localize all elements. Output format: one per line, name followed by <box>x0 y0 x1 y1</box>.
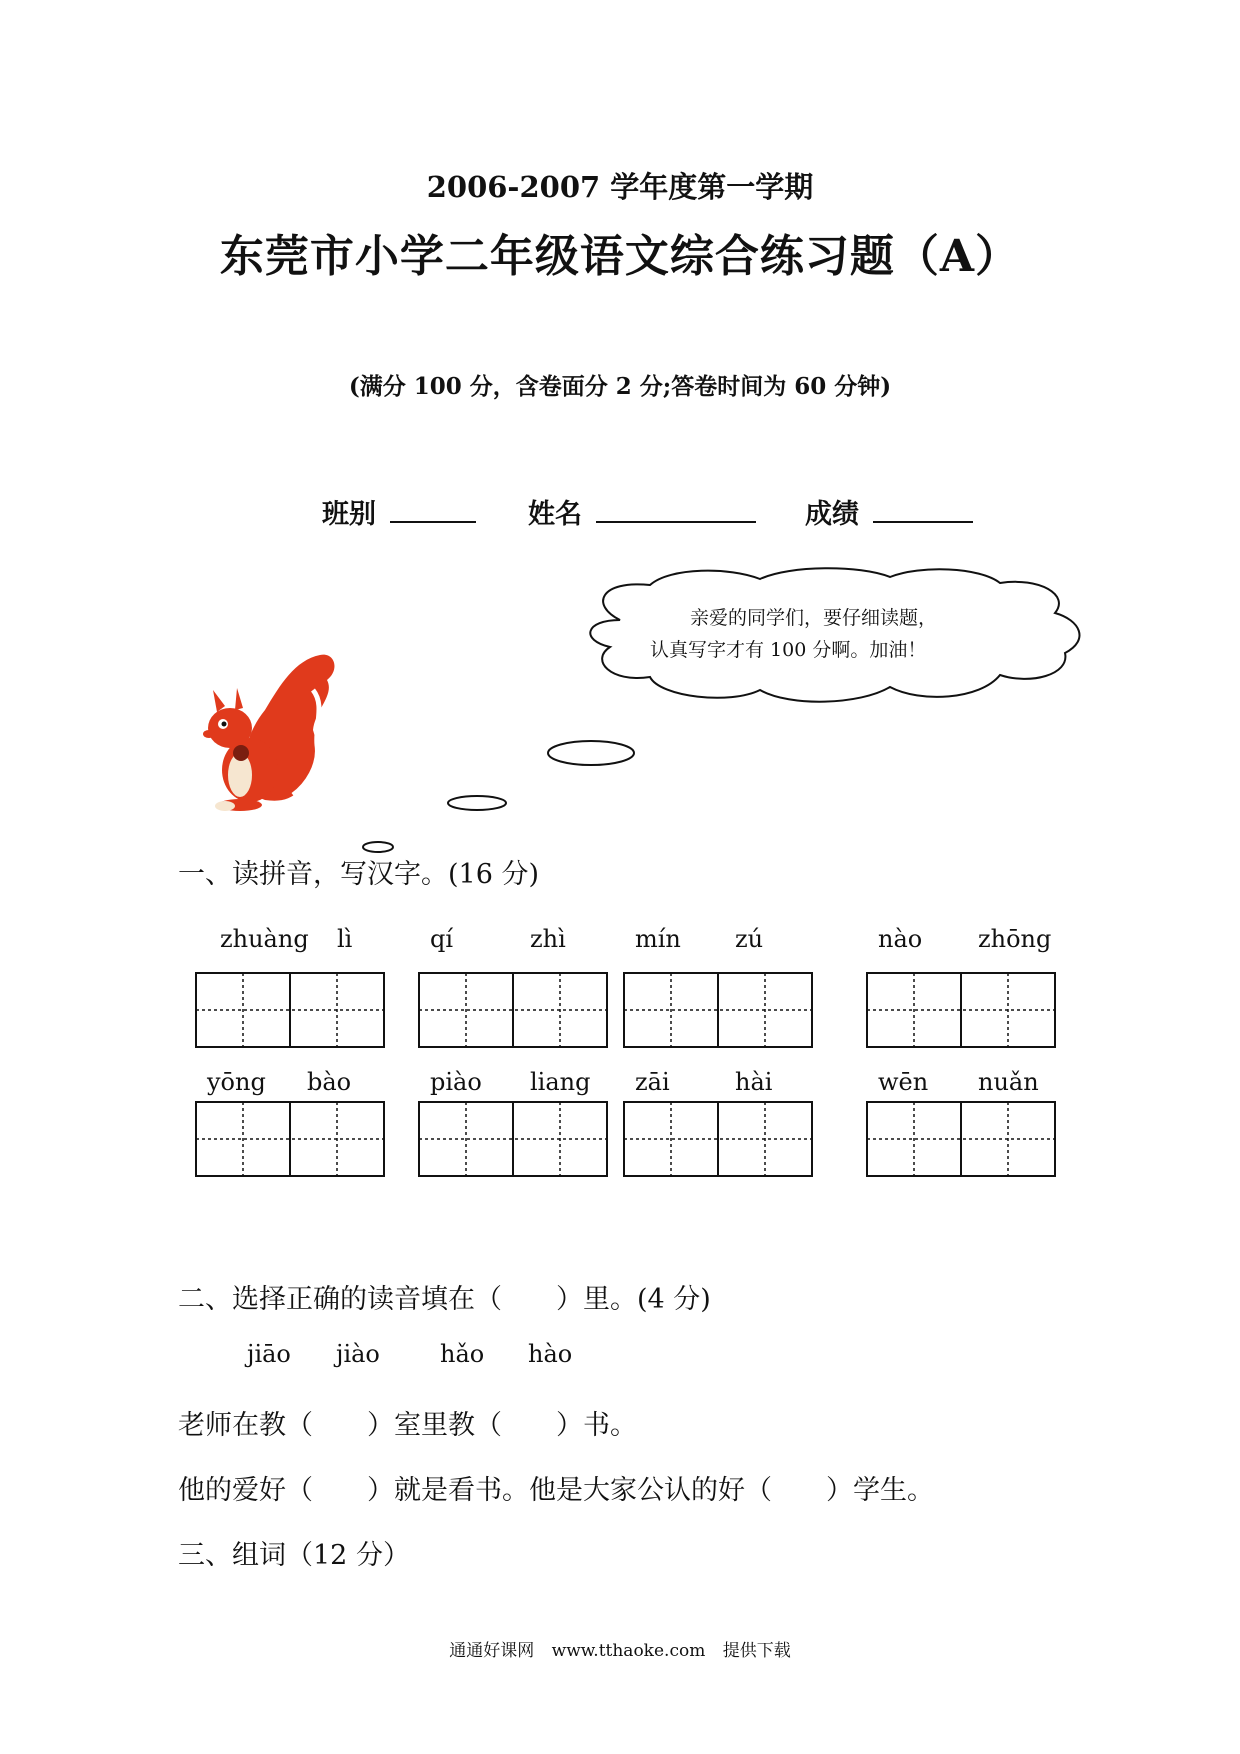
section3-title: 三、组词（12 分） <box>178 1540 410 1571</box>
pinyin-syllable: nào <box>878 925 923 953</box>
name-field <box>528 492 756 531</box>
pinyin-syllable: zhōng <box>978 925 1052 953</box>
writing-grid[interactable] <box>623 1101 813 1177</box>
pinyin-syllable: bào <box>307 1068 352 1096</box>
section1-title: 一、读拼音，写汉字。(16 分) <box>178 859 540 890</box>
name-label: 姓名 <box>528 499 582 530</box>
writing-grid[interactable] <box>195 972 385 1048</box>
pinyin-syllable: lì <box>337 925 353 953</box>
exam-title: 东莞市小学二年级语文综合练习题（A） <box>219 231 1021 282</box>
writing-grid[interactable] <box>866 1101 1056 1177</box>
writing-grid[interactable] <box>623 972 813 1048</box>
pinyin-syllable: liang <box>530 1068 591 1096</box>
bubble-dot-medium <box>445 793 509 813</box>
section2-title: 二、选择正确的读音填在（ ）里。(4 分) <box>178 1284 711 1315</box>
option-jiao1: jiāo <box>247 1340 291 1368</box>
writing-grid[interactable] <box>418 1101 608 1177</box>
pinyin-syllable: zāi <box>635 1068 670 1096</box>
pinyin-syllable: mín <box>635 925 681 953</box>
option-jiao4: jiào <box>336 1340 380 1368</box>
pinyin-syllable: zhuàng <box>220 925 309 953</box>
writing-grid[interactable] <box>866 972 1056 1048</box>
section2-sentence-1: 老师在教（ ）室里教（ ）书。 <box>178 1410 637 1441</box>
name-blank <box>596 495 756 523</box>
footer-text: 提供下载 <box>722 1641 791 1661</box>
year-line: 2006-2007 学年度第一学期 <box>426 170 814 204</box>
section2-sentence-2: 他的爱好（ ）就是看书。他是大家公认的好（ ）学生。 <box>178 1475 934 1506</box>
score-field <box>805 492 973 531</box>
pinyin-syllable: hài <box>735 1068 773 1096</box>
option-hao3: hǎo <box>440 1340 485 1368</box>
pinyin-syllable: wēn <box>878 1068 929 1096</box>
footer-url: www.tthaoke.com <box>551 1641 706 1661</box>
class-label: 班别 <box>322 499 376 530</box>
bubble-line-1: 亲爱的同学们，要仔细读题， <box>690 607 938 629</box>
pinyin-syllable: qí <box>430 925 454 953</box>
bubble-dot-large <box>546 738 636 768</box>
pinyin-syllable: zú <box>735 925 764 953</box>
pinyin-syllable: zhì <box>530 925 566 953</box>
squirrel-illustration <box>195 650 340 815</box>
footer-site: 通通好课网 <box>449 1641 535 1661</box>
score-label: 成绩 <box>805 499 859 530</box>
pinyin-syllable: yōng <box>207 1068 266 1096</box>
class-field <box>322 492 476 531</box>
writing-grid[interactable] <box>195 1101 385 1177</box>
writing-grid[interactable] <box>418 972 608 1048</box>
exam-note: (满分 100 分，含卷面分 2 分;答卷时间为 60 分钟) <box>348 373 892 400</box>
score-blank <box>873 495 973 523</box>
footer <box>0 1636 1240 1661</box>
pinyin-syllable: piào <box>430 1068 482 1096</box>
class-blank <box>390 495 476 523</box>
option-hao4: hào <box>528 1340 573 1368</box>
bubble-line-2: 认真写字才有 100 分啊。加油！ <box>650 639 927 661</box>
pinyin-syllable: nuǎn <box>978 1068 1039 1096</box>
